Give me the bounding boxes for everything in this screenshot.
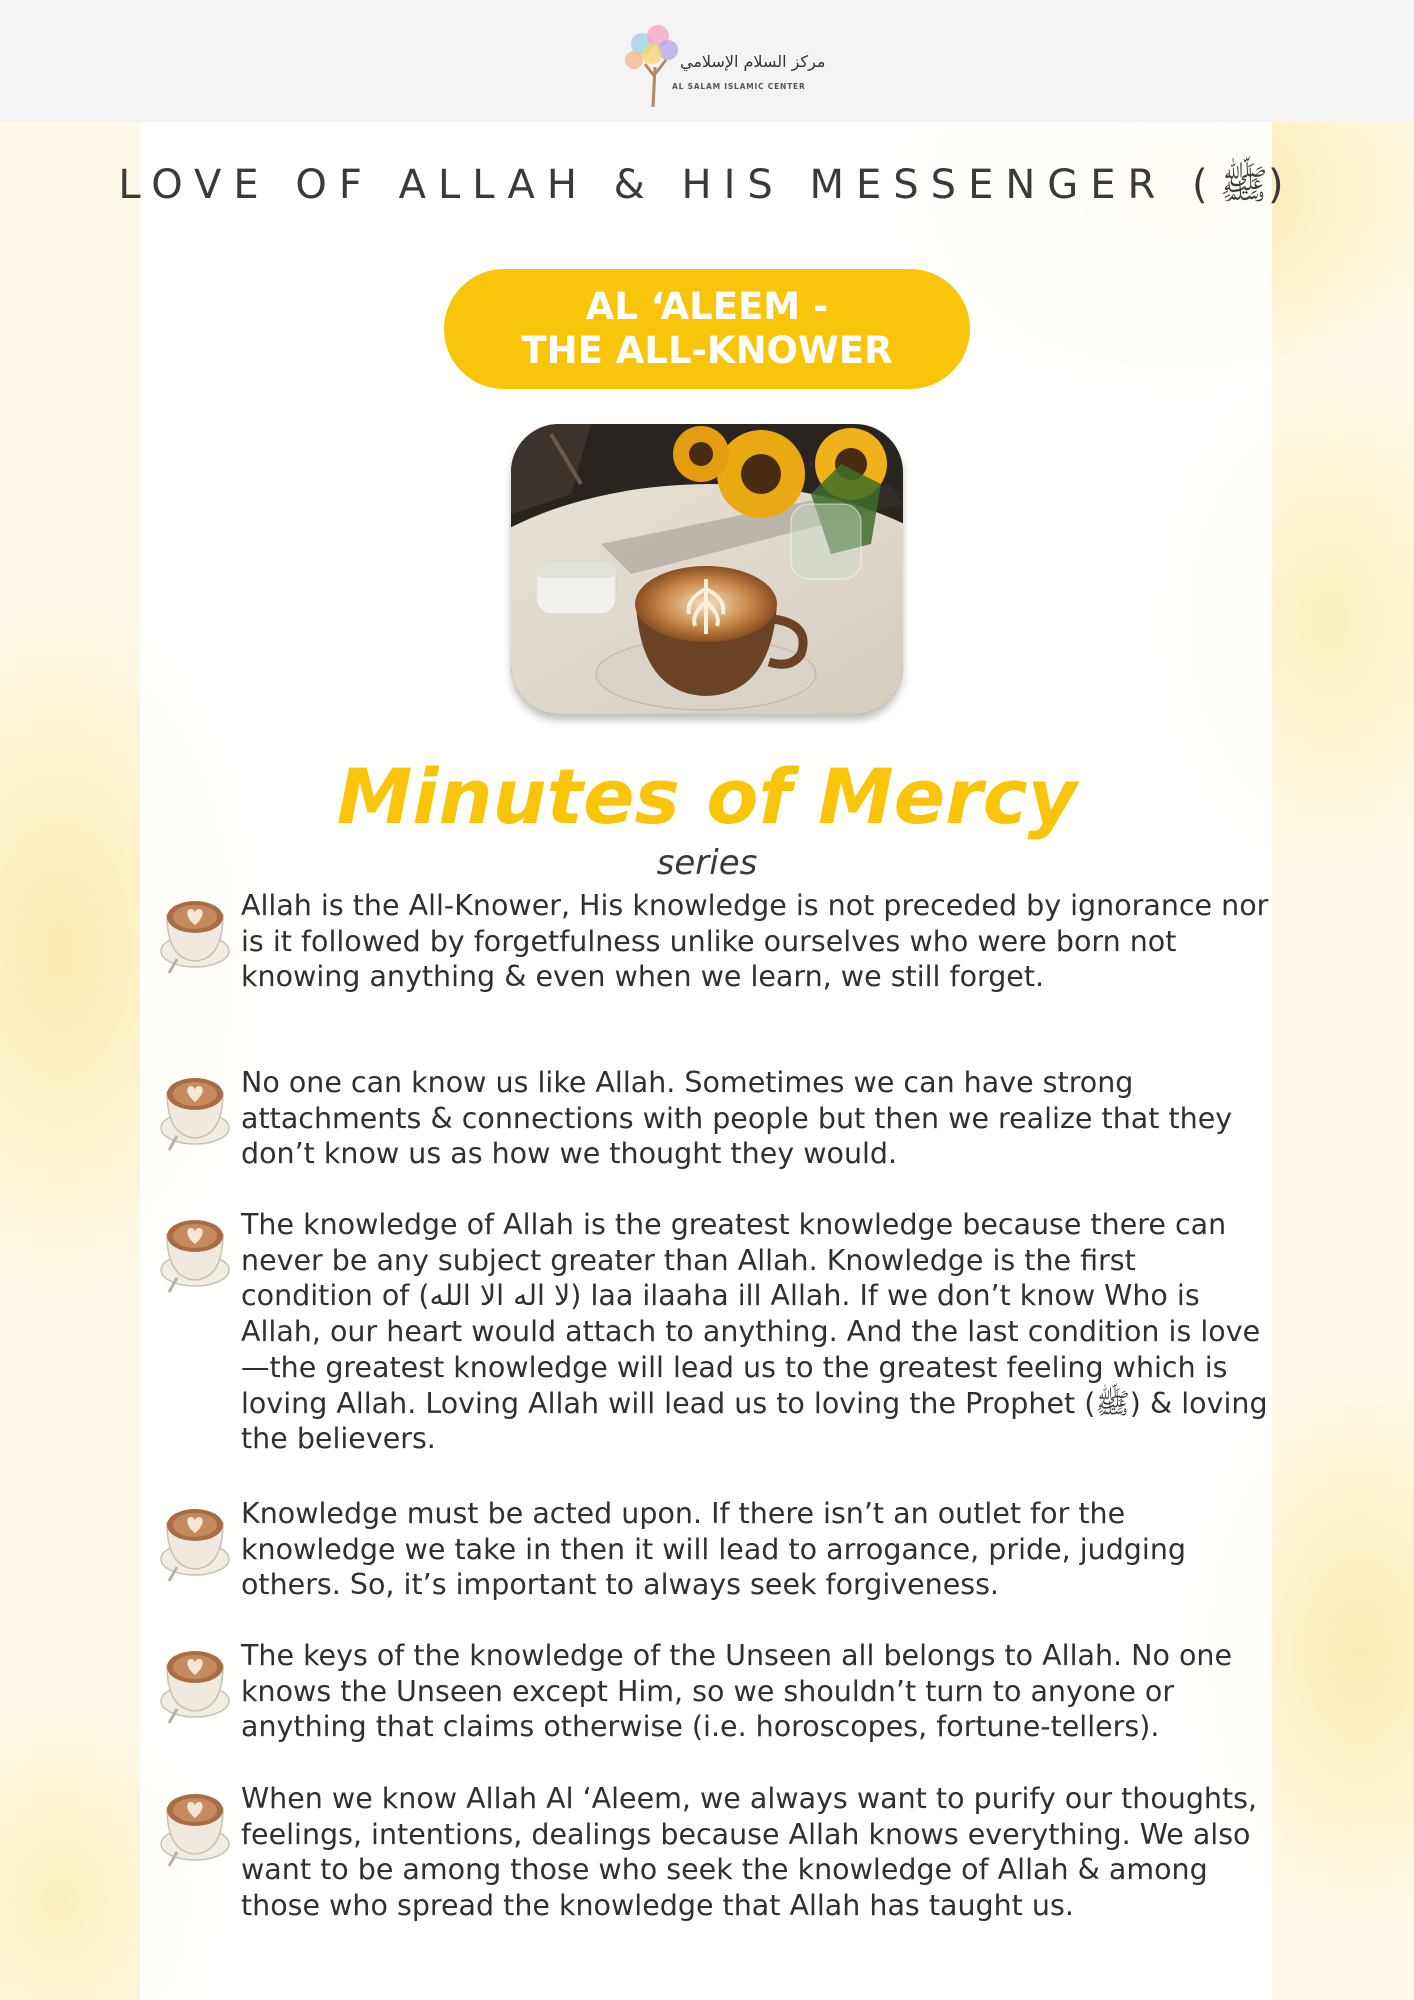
page-title: LOVE OF ALLAH & HIS MESSENGER (ﷺ) bbox=[118, 162, 1296, 208]
coffee-cup-bullet-icon bbox=[157, 1643, 233, 1727]
logo-arabic-name: مركز السلام الإسلامي bbox=[680, 52, 826, 71]
center-logo bbox=[620, 22, 826, 114]
coffee-cup-bullet-icon bbox=[157, 893, 233, 977]
series-title: Minutes of Mercy bbox=[336, 752, 1078, 841]
coffee-cup-bullet-icon bbox=[157, 1212, 233, 1296]
coffee-cup-bullet-icon bbox=[157, 1501, 233, 1585]
coffee-sunflower-photo bbox=[511, 424, 903, 714]
series-subtitle: series bbox=[656, 843, 758, 883]
header-bar bbox=[0, 0, 1414, 122]
point-text: No one can know us like Allah. Sometimes we can have strong attachments & connections with people but then we realize that they don’t know us as how we thought they would. bbox=[241, 1066, 1233, 1171]
point-text: When we know Allah Al ‘Aleem, we always want to purify our thoughts, feelings, intentions, dealings because Allah knows everything. We also want to be among those who seek the knowledge of Allah & among those who spread the knowledge that Allah has taught us. bbox=[241, 1782, 1258, 1923]
logo-english-name: AL SALAM ISLAMIC CENTER bbox=[672, 82, 806, 91]
point-text: Knowledge must be acted upon. If there isn’t an outlet for the knowledge we take in then it will lead to arrogance, pride, judging others. So, it’s important to always seek forgiveness. bbox=[241, 1497, 1186, 1602]
point-text: The knowledge of Allah is the greatest knowledge because there can never be any subject greater than Allah. Knowledge is the first condition of (لا اله الا الله) laa ilaaha ill Allah. If we don’t know Who is Allah, our heart would attach to anything. And the last condition is love—the greatest knowledge will lead us to the greatest feeling which is loving Allah. Loving Allah will lead us to loving the Prophet (ﷺ) & loving the believers. bbox=[241, 1208, 1268, 1456]
divine-name-badge bbox=[444, 269, 970, 389]
point-text: Allah is the All-Knower, His knowledge is not preceded by ignorance nor is it followed by forgetfulness unlike ourselves who were born not knowing anything & even when we learn, we still forget. bbox=[241, 889, 1269, 994]
badge-line-1: AL ‘ALEEM - bbox=[585, 285, 829, 328]
point-text: The keys of the knowledge of the Unseen all belongs to Allah. No one knows the Unseen except Him, so we shouldn’t turn to anyone or anything that claims otherwise (i.e. horoscopes, fortune-tellers). bbox=[241, 1639, 1232, 1744]
coffee-cup-bullet-icon bbox=[157, 1786, 233, 1870]
coffee-cup-bullet-icon bbox=[157, 1070, 233, 1154]
badge-line-2: THE ALL-KNOWER bbox=[521, 329, 893, 372]
